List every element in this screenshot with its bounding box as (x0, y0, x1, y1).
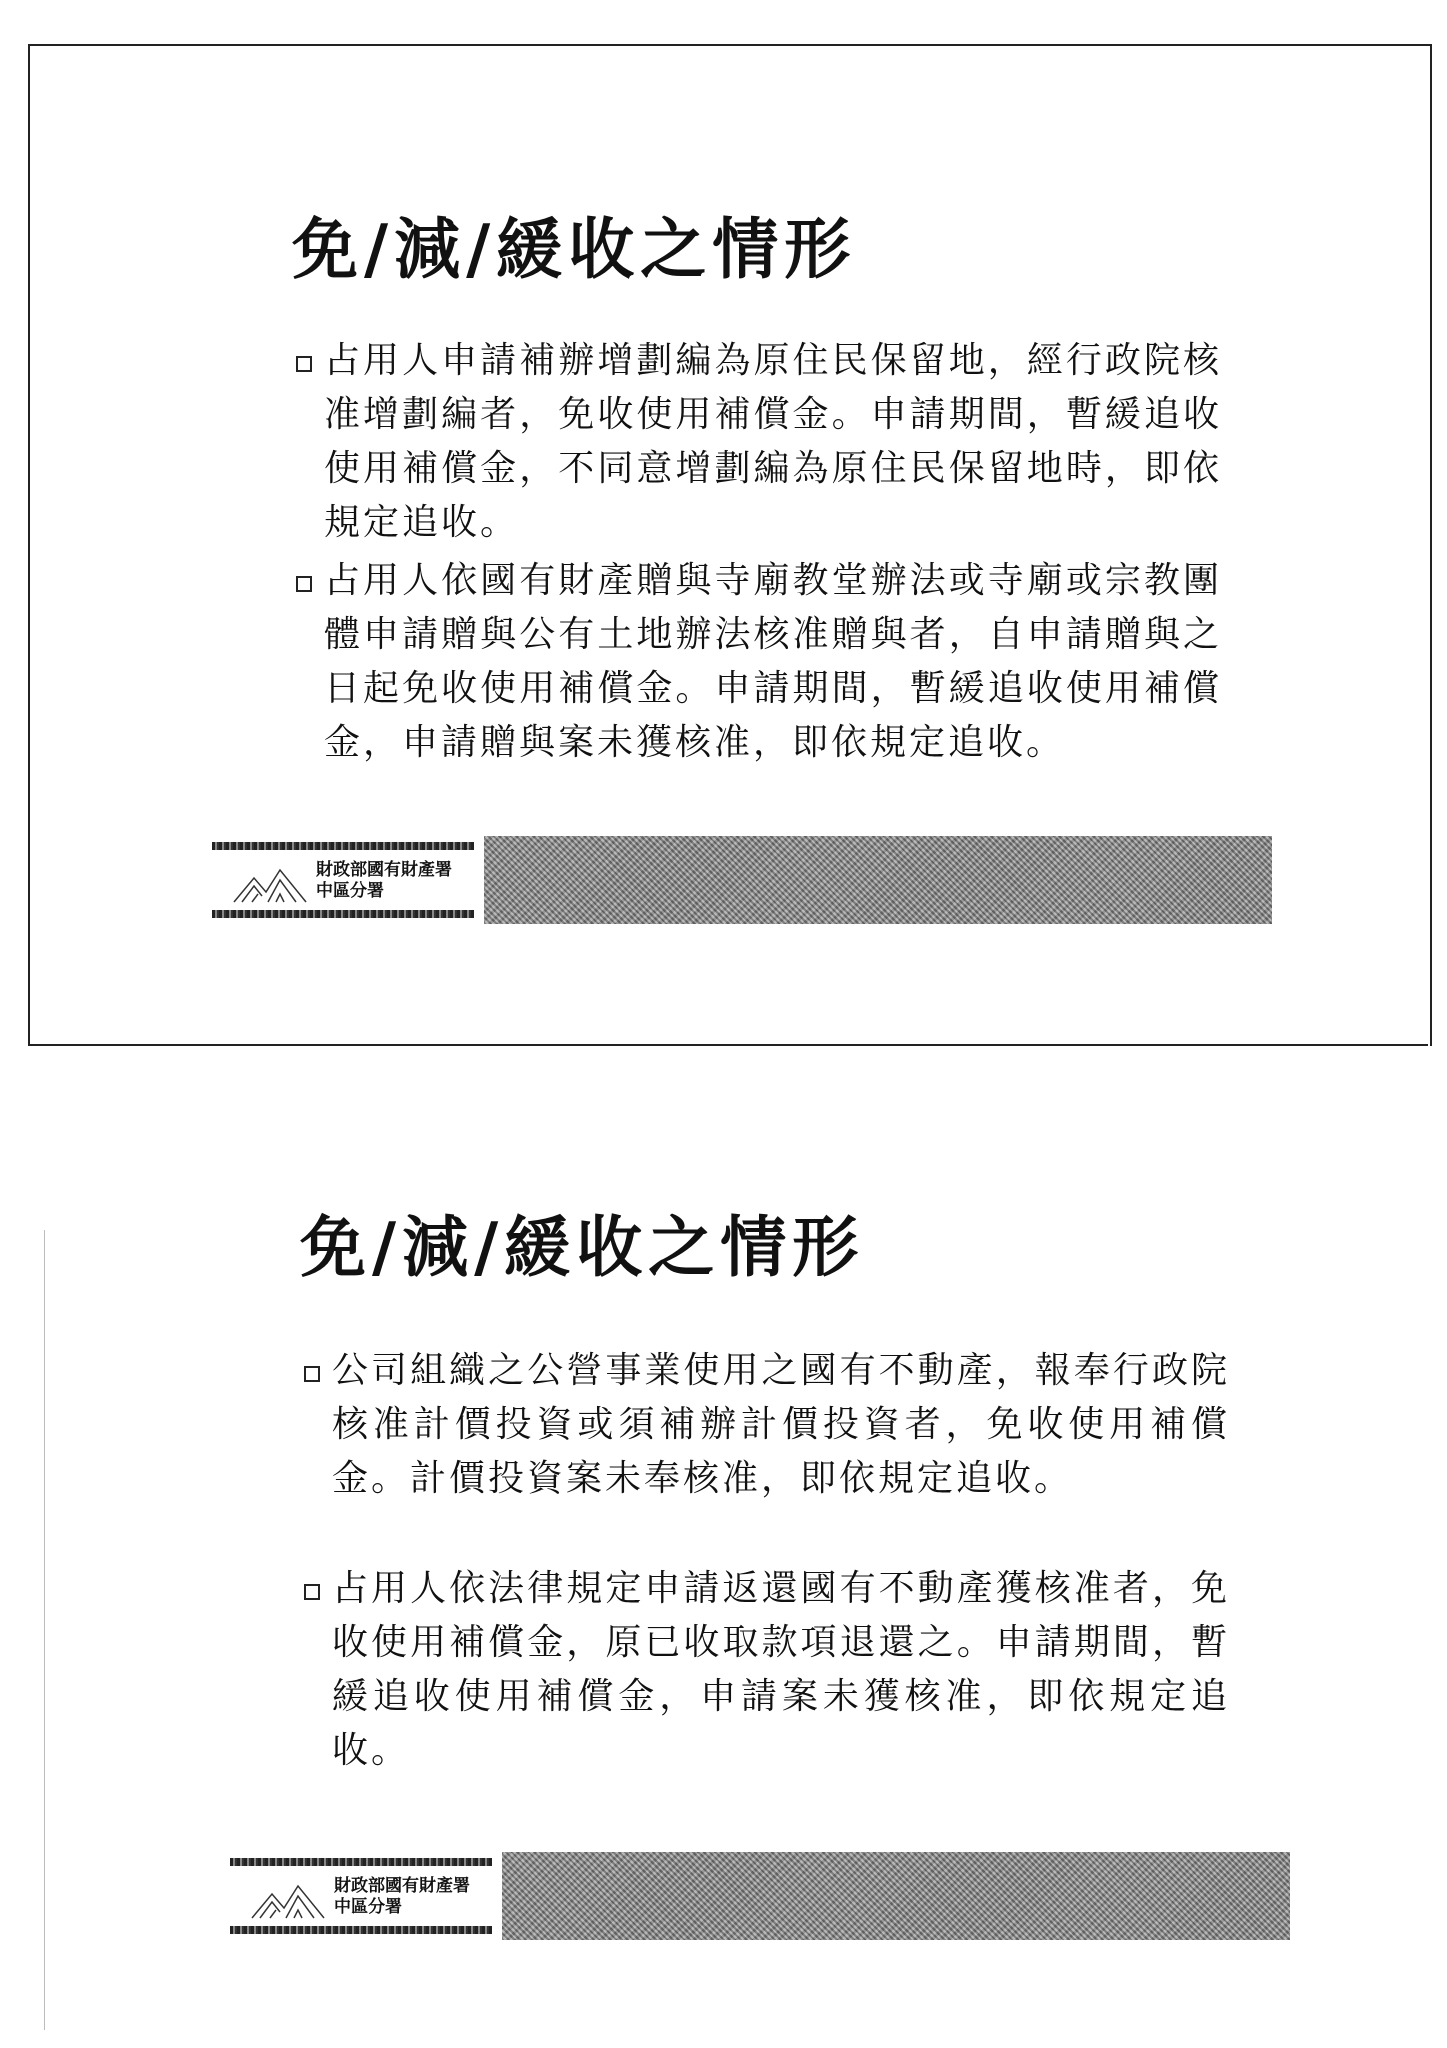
slide-title: 免/減/緩收之情形 (292, 210, 857, 288)
bullet-item (292, 554, 1222, 770)
agency-name-line-1: 財政部國有財產署 (316, 860, 452, 880)
slide-title: 免/減/緩收之情形 (300, 1208, 865, 1286)
bullet-text: 占用人依國有財產贈與寺廟教堂辦法或寺廟或宗教團體申請贈與公有土地辦法核准贈與者，自申請贈與之日起免收使用補償金。申請期間，暫緩追收使用補償金，申請贈與案未獲核准，即依規定追收。 (324, 560, 1222, 763)
square-bullet-icon (296, 356, 312, 372)
bullet-text: 占用人依法律規定申請返還國有不動產獲核准者，免收使用補償金，原已收取款項退還之。申請期間，暫緩追收使用補償金，申請案未獲核准，即依規定追收。 (332, 1568, 1230, 1771)
slide-1 (28, 44, 1432, 1046)
agency-logo (212, 836, 474, 924)
logo-bar (212, 910, 474, 918)
logo-bar (230, 1858, 492, 1866)
bullet-item (300, 1562, 1230, 1778)
logo-bar (230, 1926, 492, 1934)
agency-logo (230, 1852, 492, 1940)
agency-name-line-2: 中區分署 (316, 881, 384, 901)
mountain-logo-icon (250, 1880, 326, 1920)
logo-bar (212, 842, 474, 850)
footer-halftone-band (484, 836, 1272, 924)
bullet-item (292, 334, 1222, 550)
mountain-logo-icon (232, 864, 308, 904)
bullet-item (300, 1344, 1230, 1506)
agency-name-line-1: 財政部國有財產署 (334, 1876, 470, 1896)
slide-footer (230, 1852, 1290, 1940)
slide-2 (28, 1044, 1428, 2046)
slide-footer (212, 836, 1272, 924)
footer-halftone-band (502, 1852, 1290, 1940)
bullet-text: 公司組織之公營事業使用之國有不動產，報奉行政院核准計價投資或須補辦計價投資者，免收使用補償金。計價投資案未奉核准，即依規定追收。 (332, 1350, 1230, 1499)
agency-name (316, 860, 452, 902)
agency-name-line-2: 中區分署 (334, 1897, 402, 1917)
square-bullet-icon (304, 1366, 320, 1382)
scan-edge-line (44, 1230, 45, 2030)
square-bullet-icon (304, 1584, 320, 1600)
square-bullet-icon (296, 576, 312, 592)
bullet-text: 占用人申請補辦增劃編為原住民保留地，經行政院核准增劃編者，免收使用補償金。申請期間，暫緩追收使用補償金，不同意增劃編為原住民保留地時，即依規定追收。 (324, 340, 1222, 543)
agency-name (334, 1876, 470, 1918)
